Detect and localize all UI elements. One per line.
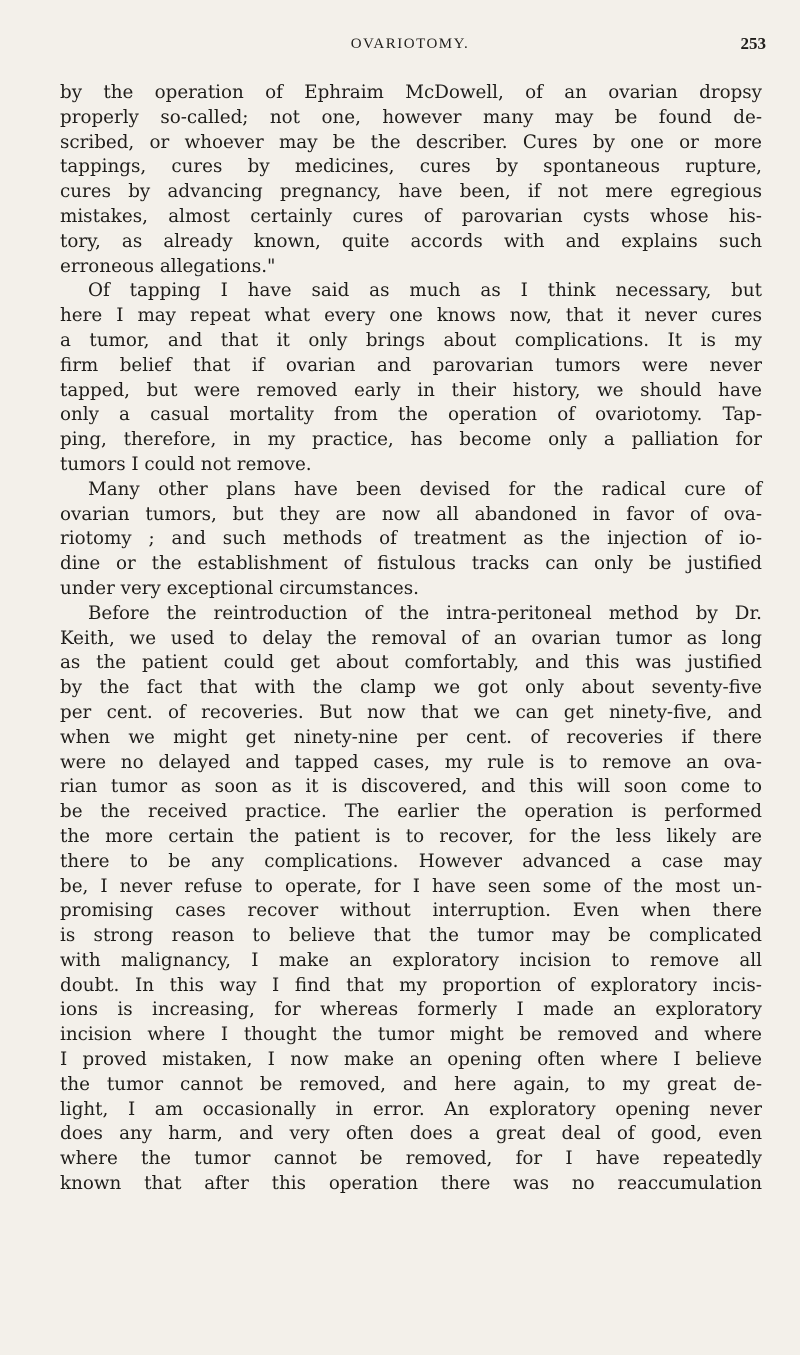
- text-line: I proved mistaken, I now make an opening often where I believe: [60, 1049, 762, 1071]
- text-line: the more certain the patient is to recover, for the less likely are: [60, 825, 762, 847]
- text-line: properly so-called; not one, however many may be found de-: [60, 106, 762, 128]
- text-line: the tumor cannot be removed, and here again, to my great de-: [60, 1073, 762, 1095]
- text-line: doubt. In this way I find that my proportion of exploratory incis-: [60, 974, 762, 996]
- text-line: light, I am occasionally in error. An exploratory opening never: [60, 1098, 762, 1120]
- text-line: by the fact that with the clamp we got only about seventy-five: [60, 677, 762, 699]
- text-line: with malignancy, I make an exploratory incision to remove all: [60, 949, 762, 971]
- text-line: tory, as already known, quite accords with and explains such: [60, 230, 762, 252]
- text-line: dine or the establishment of fistulous tracks can only be justified: [60, 553, 762, 575]
- text-line: does any harm, and very often does a great deal of good, even: [60, 1123, 762, 1145]
- text-line: Keith, we used to delay the removal of an ovarian tumor as long: [60, 627, 762, 649]
- text-line: were no delayed and tapped cases, my rule is to remove an ova-: [60, 751, 762, 773]
- text-line: by the operation of Ephraim McDowell, of an ovarian dropsy: [60, 82, 762, 103]
- page-number: 253: [740, 34, 766, 53]
- text-line: riotomy ; and such methods of treatment as the injection of io-: [60, 528, 762, 550]
- text-line: only a casual mortality from the operation of ovariotomy. Tap-: [60, 404, 762, 426]
- text-line: mistakes, almost certainly cures of parovarian cysts whose his-: [60, 205, 762, 227]
- text-line: firm belief that if ovarian and parovarian tumors were never: [60, 354, 762, 376]
- paragraph: [60, 478, 762, 602]
- text-line: scribed, or whoever may be the describer. Cures by one or more: [60, 131, 762, 153]
- text-line: Of tapping I have said as much as I think necessary, but: [88, 280, 762, 302]
- text-line: as the patient could get about comfortably, and this was justified: [60, 652, 762, 674]
- text-line: per cent. of recoveries. But now that we can get ninety-five, and: [60, 701, 762, 723]
- text-line: ions is increasing, for whereas formerly I made an exploratory: [60, 999, 762, 1021]
- text-line: tappings, cures by medicines, cures by spontaneous rupture,: [60, 156, 762, 178]
- text-line: cures by advancing pregnancy, have been, if not mere egregious: [60, 181, 762, 203]
- paragraph: [60, 279, 762, 477]
- paragraph: [60, 81, 762, 279]
- text-line: known that after this operation there was no reaccumulation: [60, 1173, 762, 1195]
- text-line: be, I never refuse to operate, for I have seen some of the most un-: [60, 875, 762, 897]
- text-line: ovarian tumors, but they are now all abandoned in favor of ova-: [60, 503, 762, 525]
- body-text: [60, 81, 762, 1197]
- text-line: erroneous allegations.": [60, 255, 276, 277]
- text-line: where the tumor cannot be removed, for I have repeatedly: [60, 1148, 762, 1170]
- paragraph: [60, 602, 762, 1197]
- running-head: OVARIOTOMY.: [350, 36, 470, 52]
- text-line: ping, therefore, in my practice, has become only a palliation for: [60, 429, 762, 451]
- text-line: incision where I thought the tumor might be removed and where: [60, 1024, 762, 1046]
- text-line: here I may repeat what every one knows now, that it never cures: [60, 305, 762, 327]
- text-line: under very exceptional circumstances.: [60, 577, 419, 599]
- text-line: when we might get ninety-nine per cent. of recoveries if there: [60, 726, 762, 748]
- text-line: promising cases recover without interruption. Even when there: [60, 900, 762, 922]
- text-line: is strong reason to believe that the tumor may be complicated: [60, 925, 762, 947]
- text-line: Many other plans have been devised for the radical cure of: [88, 478, 762, 500]
- text-line: rian tumor as soon as it is discovered, and this will soon come to: [60, 776, 762, 798]
- text-line: tapped, but were removed early in their history, we should have: [60, 379, 762, 401]
- page-header: [60, 34, 766, 60]
- text-line: a tumor, and that it only brings about complications. It is my: [60, 329, 762, 351]
- text-line: be the received practice. The earlier the operation is performed: [60, 801, 762, 823]
- text-line: tumors I could not remove.: [60, 453, 312, 475]
- text-line: Before the reintroduction of the intra-peritoneal method by Dr.: [88, 602, 762, 624]
- text-line: there to be any complications. However advanced a case may: [60, 850, 762, 872]
